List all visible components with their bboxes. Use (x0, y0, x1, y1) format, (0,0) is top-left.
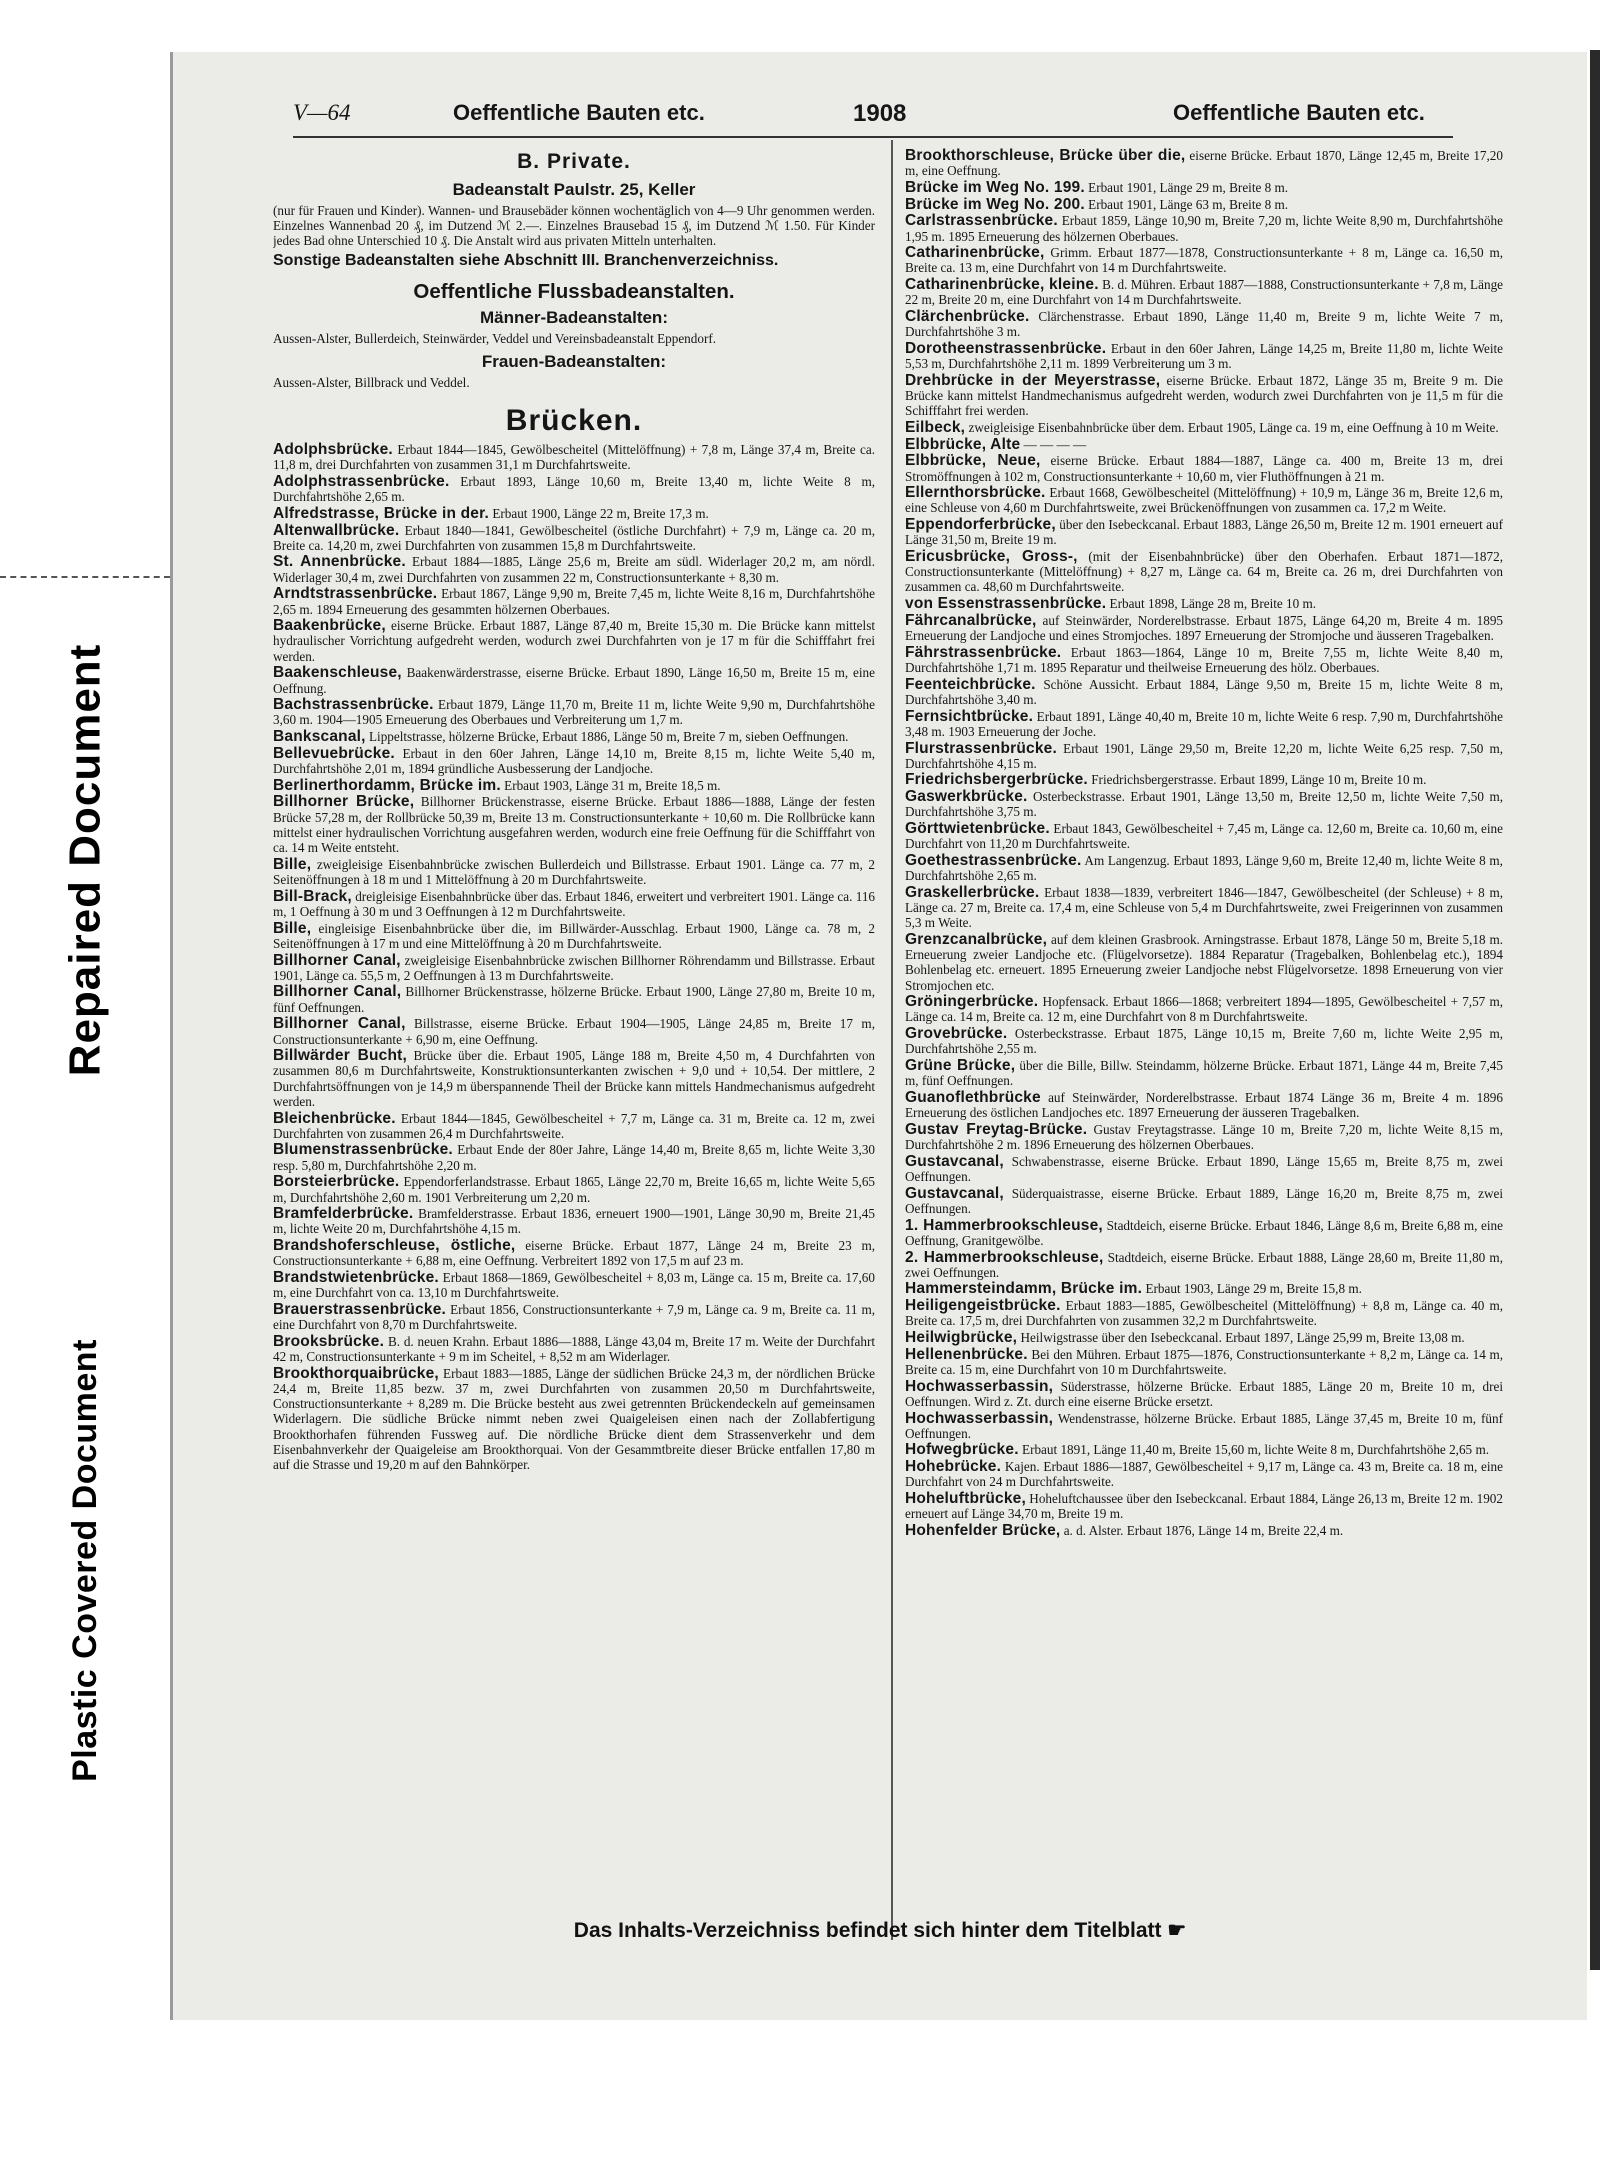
bridge-name: Borsteierbrücke. (273, 1173, 400, 1191)
bridge-name: Gaswerkbrücke. (905, 788, 1028, 806)
bridge-name: Gustav Freytag-Brücke. (905, 1120, 1088, 1138)
bridge-entry (905, 437, 1503, 452)
bridge-name: von Essenstrassenbrücke. (905, 595, 1107, 613)
bridge-name: 2. Hammerbrookschleuse, (905, 1248, 1104, 1266)
bridge-entry (273, 953, 875, 983)
bridge-description: Erbaut 1898, Länge 28 m, Breite 10 m. (1109, 596, 1317, 612)
bridge-description: Clärchenstrasse. Erbaut 1890, Länge 11,40 m, Breite 9 m, lichte Weite 7 m, Durchfahrtshöhe 3 m. (905, 309, 1503, 340)
bridge-name: Berlinerthordamm, Brücke im. (273, 776, 501, 794)
bridge-description: Erbaut in den 60er Jahren, Länge 14,25 m, Breite 11,80 m, lichte Weite 5,53 m, Durchfahrtshöhe 2,11 m. 1899 Verbreiterung um 3 m. (905, 340, 1503, 372)
bridge-description: Stadtdeich, eiserne Brücke. Erbaut 1846, Länge 8,6 m, Breite 6,88 m, eine Oeffnung, Granitgewölbe. (905, 1217, 1503, 1248)
bridge-name: Brauerstrassenbrücke. (273, 1300, 447, 1318)
bridge-name: Goethestrassenbrücke. (905, 851, 1082, 869)
bridge-name: Hofwegbrücke. (905, 1441, 1019, 1459)
bridge-description: dreigleisige Eisenbahnbrücke über das. Erbaut 1846, erweitert und verbreitert 1901. Länge ca. 116 m, 1 Oeffnung à 30 m und 3 Oeffnungen à 12 m Durchfahrtsweite. (273, 888, 875, 919)
bridge-name: Altenwallbrücke. (273, 521, 400, 539)
bridge-description: Erbaut 1893, Länge 10,60 m, Breite 13,40 m, lichte Weite 8 m, Durchfahrtshöhe 2,65 m. (273, 473, 875, 505)
bridge-description: Stadtdeich, eiserne Brücke. Erbaut 1888, Länge 28,60 m, Breite 11,80 m, zwei Oeffnungen. (905, 1249, 1503, 1280)
bridge-entry (273, 1270, 875, 1300)
bath-heading: Badeanstalt Paulstr. 25, Keller (452, 180, 696, 199)
bridge-entry (273, 921, 875, 951)
bridge-entry (905, 789, 1503, 819)
bridge-name: Adolphsbrücke. (273, 441, 393, 458)
bridge-entry (905, 1186, 1503, 1216)
bridge-description: Erbaut 1843, Gewölbescheitel + 7,45 m, Länge ca. 12,60 m, Breite ca. 10,60 m, eine Durchfahrt von 11,20 m Durchfahrtsweite. (905, 821, 1503, 852)
bridge-entry (273, 554, 875, 584)
right-column (905, 148, 1503, 1948)
bridge-description: Erbaut Ende der 80er Jahre, Länge 14,40 m, Breite 8,65 m, lichte Weite 3,30 resp. 5,80 m, Durchfahrtshöhe 2,20 m. (273, 1142, 875, 1173)
bridge-description: Erbaut 1883—1885, Gewölbescheitel (Mittelöffnung) + 8,8 m, Länge ca. 40 m, Breite ca. 17,5 m, drei Durchfahrten von zusammen 32,2 m Durchfahrtsweite. (905, 1298, 1503, 1329)
bridge-entry (905, 148, 1503, 178)
bridge-name: Drehbrücke in der Meyerstrasse, (905, 371, 1161, 389)
bridge-description: Grimm. Erbaut 1877—1878, Constructionsunterkante + 8 m, Länge ca. 16,50 m, Breite ca. 13 m, eine Durchfahrt von 14 m Durchfahrtsweite. (905, 245, 1503, 276)
bridge-description: — — — — (1023, 436, 1087, 452)
bridge-name: Bramfelderbrücke. (273, 1205, 414, 1223)
bridge-entry (905, 645, 1503, 675)
bridge-entry (905, 1154, 1503, 1184)
bridge-entry (905, 1026, 1503, 1056)
bridge-name: Brandstwietenbrücke. (273, 1269, 439, 1287)
bridge-entry (905, 1523, 1503, 1538)
bridge-description: (mit der Eisenbahnbrücke) über den Oberhafen. Erbaut 1871—1872, Constructionsunterkante (Mittelöffnung) + 8,27 m, Länge ca. 64 m, Breite ca. 26 m, drei Durchfahrten von zusammen ca. 48,60 m Durchfahrtsweite. (905, 549, 1503, 595)
bridge-entry (905, 277, 1503, 307)
bridge-name: Brücke im Weg No. 200. (905, 195, 1085, 213)
bridge-entry (905, 373, 1503, 419)
bridge-description: zweigleisige Eisenbahnbrücke zwischen Bullerdeich und Billstrasse. Erbaut 1901. Länge ca. 77 m, 2 Seitenöffnungen à 18 m und 1 Mittelöffnung à 20 m Durchfahrtsweite. (273, 856, 875, 887)
bridge-description: Lippeltstrasse, hölzerne Brücke, Erbaut 1886, Länge 50 m, Breite 7 m, sieben Oeffnungen. (368, 729, 849, 745)
bridge-entry (273, 506, 875, 521)
plastic-covered-document-label: Plastic Covered Document (65, 1338, 104, 1782)
bridge-description: Gustav Freytagstrasse. Länge 10 m, Breite 7,20 m, lichte Weite 8,15 m, Durchfahrtshöhe 2 m. 1896 Erneuerung des hölzernen Oberbaues. (905, 1121, 1503, 1153)
bridge-name: Brücke im Weg No. 199. (905, 178, 1085, 196)
bridge-name: Catharinenbrücke, kleine. (905, 276, 1099, 294)
bridge-name: Bachstrassenbrücke. (273, 696, 434, 714)
bridge-name: Gustavcanal, (905, 1184, 1004, 1202)
bridge-name: Hohenfelder Brücke, (905, 1521, 1061, 1539)
right-entry-list (905, 148, 1503, 1538)
bridge-name: Billhorner Brücke, (273, 793, 415, 811)
repaired-document-label: Repaired Document (60, 643, 110, 1077)
bridge-entry (905, 1330, 1503, 1345)
bridge-name: Brandshoferschleuse, östliche, (273, 1237, 516, 1255)
bridge-description: Erbaut 1668, Gewölbescheitel (Mittelöffnung) + 10,9 m, Länge 36 m, Breite 12,6 m, eine Schleuse von 4,60 m Durchfahrtsweite, zwei Brückenöffnungen von zusammen ca. 17,2 m Weite. (905, 485, 1503, 516)
bridge-description: Osterbeckstrasse. Erbaut 1875, Länge 10,15 m, Breite 7,60 m, lichte Weite 2,95 m, Durchfahrtshöhe 2,55 m. (905, 1026, 1503, 1057)
bridge-name: Hammersteindamm, Brücke im. (905, 1280, 1143, 1298)
bridge-entry (273, 1238, 875, 1268)
bridge-entry (905, 1442, 1503, 1457)
bridge-entry (905, 1218, 1503, 1248)
bridge-description: B. d. neuen Krahn. Erbaut 1886—1888, Länge 43,04 m, Breite 17 m. Weite der Durchfahrt 42 m, Constructionsunterkante + 9 m im Scheitel, + 8,52 m am Widerlager. (273, 1333, 875, 1365)
bridge-name: Bankscanal, (273, 728, 366, 746)
bridge-name: Dorotheenstrassenbrücke. (905, 339, 1107, 357)
bridge-entry (273, 1048, 875, 1109)
bridge-description: Billstrasse, eiserne Brücke. Erbaut 1904—1905, Länge 24,85 m, Breite 17 m, Constructionsunterkante + 6,90 m, eine Oeffnung. (273, 1016, 875, 1047)
men-heading: Männer-Badeanstalten: (480, 308, 668, 327)
bridge-description: Billhorner Brückenstrasse, hölzerne Brücke. Erbaut 1900, Länge 27,80 m, Breite 10 m, fünf Oeffnungen. (273, 984, 875, 1015)
bridge-entry (905, 853, 1503, 883)
bridge-description: Erbaut 1901, Länge 63 m, Breite 8 m. (1088, 196, 1289, 212)
bridge-description: eiserne Brücke. Erbaut 1884—1887, Länge ca. 400 m, Breite 13 m, drei Stromöffnungen à 102 m, Constructionsunterkante + 10,60 m, vier Fluthöffnungen à 21 m. (905, 453, 1503, 484)
bridge-name: Brooksbrücke. (273, 1332, 385, 1350)
left-column (273, 148, 875, 1948)
flux-heading: Oeffentliche Flussbadeanstalten. (413, 280, 735, 303)
bridge-entry (905, 1459, 1503, 1489)
bridge-description: Süderstrasse, hölzerne Brücke. Erbaut 1885, Länge 20 m, Breite 10 m, drei Oeffnungen. Wird z. Zt. durch eine eiserne Brücke ersetzt. (905, 1378, 1503, 1409)
bridge-name: Hoheluftbrücke, (905, 1490, 1026, 1508)
bridge-description: eiserne Brücke. Erbaut 1887, Länge 87,40 m, Breite 15,30 m. Die Brücke kann mittelst hydraulischer Vorrichtung aufgedreht werden, wodurch zwei Durchfahrten von je 17 m für die Schifffahrt frei werden. (273, 618, 875, 664)
bridge-entry (905, 341, 1503, 371)
bridge-entry (905, 772, 1503, 787)
running-head-year: 1908 (853, 100, 907, 127)
bridge-name: Brookthorschleuse, Brücke über die, (905, 148, 1186, 164)
bridge-description: Erbaut 1859, Länge 10,90 m, Breite 7,20 m, lichte Weite 8,90 m, Durchfahrtshöhe 1,95 m. 1895 Erneuerung des hölzernen Oberbaues. (905, 213, 1503, 244)
bridge-description: Eppendorferlandstrasse. Erbaut 1865, Länge 22,70 m, Breite 16,65 m, lichte Weite 5,65 m, Durchfahrtshöhe 2,60 m. 1901 Verbreiterung um 2,20 m. (273, 1174, 875, 1205)
bridge-description: zweigleisige Eisenbahnbrücke über dem. Erbaut 1905, Länge ca. 19 m, eine Oeffnung à 10 m Weite. (968, 419, 1499, 435)
bath-text: (nur für Frauen und Kinder). Wannen- und Brausebäder können wochentäglich von 4—9 Uhr genommen werden. Einzelnes Wannenbad 20 ₰, im Dutzend ℳ 2.—. Einzelnes Brausebad 15 ₰, im Dutzend ℳ 1.50. Für Kinder jedes Bad ohne Unterschied 10 ₰. Die Anstalt wird aus privaten Mitteln unterhalten. (273, 203, 875, 248)
column-rule (891, 140, 893, 1940)
bridge-name: Grenzcanalbrücke, (905, 930, 1048, 948)
bridge-description: Erbaut 1891, Länge 11,40 m, Breite 15,60 m, lichte Weite 8 m, Durchfahrtshöhe 2,65 m. (1022, 1442, 1490, 1458)
bridge-name: Billhorner Canal, (273, 983, 402, 1001)
bridge-entry (905, 932, 1503, 993)
bridge-name: Bleichenbrücke. (273, 1109, 396, 1127)
dashed-divider (0, 576, 170, 578)
bridge-entry (273, 618, 875, 664)
bridge-name: Fernsichtbrücke. (905, 707, 1034, 725)
bruecken-heading: Brücken. (505, 404, 643, 437)
bridge-name: Ellernthorsbrücke. (905, 484, 1046, 502)
bridge-name: Eppendorferbrücke, (905, 516, 1056, 534)
bridge-entry (273, 729, 875, 744)
bridge-entry (905, 213, 1503, 243)
bridge-entry (273, 857, 875, 887)
bridge-description: Erbaut 1901, Länge 29 m, Breite 8 m. (1088, 179, 1289, 195)
bridge-entry (905, 1491, 1503, 1521)
bridge-name: Grovebrücke. (905, 1025, 1008, 1043)
bridge-name: Fährcanalbrücke, (905, 611, 1037, 629)
bridge-description: Am Langenzug. Erbaut 1893, Länge 9,60 m, Breite 12,40 m, lichte Weite 8 m, Durchfahrtshöhe 2,65 m. (905, 852, 1503, 884)
bridge-name: Blumenstrassenbrücke. (273, 1141, 453, 1159)
bridge-description: Hoheluftchaussee über den Isebeckcanal. Erbaut 1884, Länge 26,13 m, Breite 12 m. 1902 erneuert auf Länge 34,70 m, Breite 19 m. (905, 1491, 1503, 1522)
bridge-entry (273, 1334, 875, 1364)
bridge-description: Baakenwärderstrasse, eiserne Brücke. Erbaut 1890, Länge 16,50 m, Breite 15 m, eine Oeffnung. (273, 665, 875, 696)
bridge-name: Carlstrassenbrücke. (905, 212, 1058, 230)
bridge-name: Billwärder Bucht, (273, 1047, 408, 1065)
bridge-entry (273, 1142, 875, 1172)
bridge-entry (905, 1281, 1503, 1296)
bridge-description: Kajen. Erbaut 1886—1887, Gewölbescheitel + 9,17 m, Länge ca. 43 m, Breite ca. 18 m, eine Durchfahrt von 24 m Durchfahrtsweite. (905, 1459, 1503, 1490)
bridge-description: eingleisige Eisenbahnbrücke über die, im Billwärder-Ausschlag. Erbaut 1900, Länge ca. 78 m, 2 Seitenöffnungen à 17 m und eine Mittelöffnung à 20 m Durchfahrtsweite. (273, 920, 875, 951)
bridge-description: über die Bille, Billw. Steindamm, hölzerne Brücke. Erbaut 1871, Länge 44 m, Breite 7,45 m, fünf Oeffnungen. (905, 1058, 1503, 1089)
bridge-name: Gröningerbrücke. (905, 993, 1039, 1011)
footer-note: Das Inhalts-Verzeichniss befindet sich hinter dem Titelblatt ☛ (573, 1919, 1187, 1942)
bridge-name: Bille, (273, 919, 312, 937)
bridge-entry (905, 517, 1503, 547)
bath-note: Sonstige Badeanstalten siehe Abschnitt III. Branchenverzeichniss. (273, 252, 779, 269)
bridge-description: Erbaut 1900, Länge 22 m, Breite 17,3 m. (492, 505, 709, 521)
bridge-description: B. d. Mühren. Erbaut 1887—1888, Constructionsunterkante + 7,8 m, Länge 22 m, Breite 20 m, eine Durchfahrt von 14 m Durchfahrtsweite. (905, 277, 1503, 308)
bridge-name: Gustavcanal, (905, 1152, 1004, 1170)
left-entry-list (273, 442, 875, 1472)
bridge-name: Alfredstrasse, Brücke in der. (273, 504, 490, 522)
bridge-description: eiserne Brücke. Erbaut 1872, Länge 35 m, Breite 9 m. Die Brücke kann mittelst Handmechanismus aufgedreht werden, wodurch zwei Durchfahrten von je 11,5 m für die Schifffahrt frei werden. (905, 372, 1503, 419)
bridge-entry (273, 746, 875, 776)
bridge-description: Erbaut 1901, Länge 29,50 m, Breite 12,20 m, lichte Weite 6,25 resp. 7,50 m, Durchfahrtshöhe 4,15 m. (905, 740, 1503, 771)
bridge-name: Flurstrassenbrücke. (905, 739, 1057, 757)
bridge-description: Erbaut 1838—1839, verbreitert 1846—1847, Gewölbescheitel (der Schleuse) + 8 m, Länge ca. 27 m, Breite ca. 17,4 m, eine Schleuse von 5,4 m Durchfahrtsweite, zwei Freigerinnen von zusammen 5,3 m Weite. (905, 884, 1503, 931)
bridge-name: Hochwasserbassin, (905, 1409, 1054, 1427)
bridge-name: Bill-Brack, (273, 887, 352, 905)
scan-right-edge (1590, 50, 1600, 1970)
bridge-description: zweigleisige Eisenbahnbrücke zwischen Billhorner Röhrendamm und Billstrasse. Erbaut 1901, Länge ca. 55,5 m, 2 Oeffnungen à 13 m Durchfahrtsweite. (273, 952, 875, 983)
bridge-entry (905, 1058, 1503, 1088)
bridge-name: Catharinenbrücke, (905, 244, 1045, 262)
bridge-name: Ericusbrücke, Gross-, (905, 548, 1078, 566)
bridge-entry (905, 1298, 1503, 1328)
bridge-description: Erbaut 1903, Länge 31 m, Breite 18,5 m. (504, 777, 721, 793)
bridge-description: eiserne Brücke. Erbaut 1870, Länge 12,45 m, Breite 17,20 m, eine Oeffnung. (905, 148, 1503, 179)
bridge-name: Graskellerbrücke. (905, 883, 1040, 901)
bridge-name: Elbbrücke, Alte (905, 435, 1021, 453)
bridge-entry (273, 1111, 875, 1141)
bridge-entry (273, 889, 875, 919)
bridge-name: Grüne Brücke, (905, 1057, 1016, 1075)
bridge-description: Wendenstrasse, hölzerne Brücke. Erbaut 1885, Länge 37,45 m, Breite 10 m, fünf Oeffnungen. (905, 1410, 1503, 1441)
women-text: Aussen-Alster, Billbrack und Veddel. (273, 375, 470, 390)
bridge-description: Süderquaistrasse, eiserne Brücke. Erbaut 1889, Länge 16,20 m, Breite 8,75 m, zwei Oeffnungen. (905, 1185, 1503, 1216)
bridge-name: 1. Hammerbrookschleuse, (905, 1216, 1103, 1234)
bridge-entry (905, 677, 1503, 707)
bridge-entry (905, 1250, 1503, 1280)
bridge-description: über den Isebeckcanal. Erbaut 1883, Länge 26,50 m, Breite 12 m. 1901 erneuert auf Länge 31,50 m, Breite 19 m. (905, 517, 1503, 548)
bridge-description: Erbaut 1868—1869, Gewölbescheitel + 8,03 m, Länge ca. 15 m, Breite ca. 17,60 m, eine Durchfahrt von ca. 13,10 m Durchfahrtsweite. (273, 1270, 875, 1301)
bridge-entry (905, 821, 1503, 851)
men-text: Aussen-Alster, Bullerdeich, Steinwärder, Veddel und Vereinsbadeanstalt Eppendorf. (273, 331, 717, 346)
bridge-entry (273, 1206, 875, 1236)
bridge-description: a. d. Alster. Erbaut 1876, Länge 14 m, Breite 22,4 m. (1063, 1522, 1344, 1538)
bridge-description: auf Steinwärder, Norderelbstrasse. Erbaut 1874 Länge 36 m, Breite 4 m. 1896 Erneuerung des östlichen Landjoches etc. 1897 Erneuerung der äusseren Tragebalken. (905, 1089, 1503, 1121)
bridge-name: Brookthorquaibrücke, (273, 1364, 439, 1382)
bridge-entry (273, 1302, 875, 1332)
bridge-name: St. Annenbrücke. (273, 553, 406, 571)
bridge-name: Hochwasserbassin, (905, 1377, 1054, 1395)
bridge-description: Bei den Mühren. Erbaut 1875—1876, Constructionsunterkante + 8,2 m, Länge ca. 14 m, Breite ca. 15 m, eine Durchfahrt von 10 m Durchfahrtsweite. (905, 1346, 1503, 1377)
bridge-description: auf Steinwärder, Norderelbstrasse. Erbaut 1875, Länge 64,20 m, Breite 4 m. 1895 Erneuerung der Landjoche und eines Stromjoches. 1897 Erneuerung der Stromjoche und äusseren Tragebalken. (905, 612, 1503, 644)
scanned-page (170, 52, 1587, 2020)
bridge-entry (273, 474, 875, 504)
bridge-description: Osterbeckstrasse. Erbaut 1901, Länge 13,50 m, Breite 12,50 m, lichte Weite 7,50 m, Durchfahrtshöhe 3,75 m. (905, 789, 1503, 820)
bridge-entry (905, 1379, 1503, 1409)
bridge-name: Hohebrücke. (905, 1458, 1002, 1476)
bridge-description: Erbaut 1883—1885, Länge der südlichen Brücke 24,3 m, der nördlichen Brücke 24,4 m, Breite 11,85 bezw. 37 m, zwei Durchfahrten von zusammen 20,50 m Durchfahrtsweite, Constructionsunterkante + 8,289 m. Die Brücke besteht aus zwei getrennten Brückendeckeln auf gemeinsamen Widerlagern. Die südliche Brücke nimmt neben zwei Quaigeleisen einen nach der Zollabfertigung Brookthorhafen führenden Fussweg auf. Die nördliche Brücke dient dem Strassenverkehr und dem Eisenbahnverkehr der Quaigeleise am Brookthorquai. Von der Gesammtbreite dieser Brücke entfallen 17,80 m auf die Strasse und 19,20 m auf den Bahnkörper. (273, 1365, 875, 1472)
bridge-entry (905, 994, 1503, 1024)
bridge-description: Schwabenstrasse, eiserne Brücke. Erbaut 1890, Länge 15,65 m, Breite 8,75 m, zwei Oeffnungen. (905, 1153, 1503, 1184)
page-number: V—64 (293, 100, 351, 125)
bridge-description: Erbaut 1840—1841, Gewölbescheitel (östliche Durchfahrt) + 7,9 m, Länge ca. 20 m, Breite ca. 14,20 m, zwei Durchfahrten von zusammen 15,8 m Durchfahrtsweite. (273, 522, 875, 553)
bridge-entry (905, 709, 1503, 739)
bridge-name: Bille, (273, 855, 312, 873)
bridge-entry (905, 197, 1503, 212)
bridge-name: Fährstrassenbrücke. (905, 643, 1062, 661)
bridge-entry (905, 485, 1503, 515)
bridge-entry (273, 697, 875, 727)
bridge-description: Billhorner Brückenstrasse, eiserne Brücke. Erbaut 1886—1888, Länge der festen Brücke 57,28 m, der Rollbrücke 50,39 m, Breite 13 m. Constructionsunterkante + 10,60 m. Die Rollbrücke kann mittelst einer hydraulischen Vorrichtung ausgefahren werden, wodurch eine freie Oeffnung für die Schifffahrt von ca. 14 m Weite entsteht. (273, 794, 875, 856)
bridge-name: Elbbrücke, Neue, (905, 452, 1041, 470)
bridge-description: Erbaut in den 60er Jahren, Länge 14,10 m, Breite 8,15 m, lichte Weite 5,40 m, Durchfahrtshöhe 2,01 m, 1894 gründliche Ausbesserung der Landjoche. (273, 745, 875, 777)
bridge-entry (905, 1411, 1503, 1441)
bridge-entry (273, 778, 875, 793)
bridge-description: Erbaut 1856, Constructionsunterkante + 7,9 m, Länge ca. 9 m, Breite ca. 11 m, eine Durchfahrt von 8,70 m Durchfahrtsweite. (273, 1301, 875, 1333)
bridge-description: Erbaut 1891, Länge 40,40 m, Breite 10 m, lichte Weite 6 resp. 7,90 m, Durchfahrtshöhe 3,48 m. 1903 Erneuerung der Joche. (905, 708, 1503, 739)
bridge-entry (273, 1366, 875, 1472)
bridge-name: Baakenschleuse, (273, 664, 402, 682)
bridge-name: Feenteichbrücke. (905, 675, 1036, 693)
bridge-description: Brücke über die. Erbaut 1905, Länge 188 m, Breite 4,50 m, 4 Durchfahrten von zusammen 80,6 m Durchfahrtsweite, Konstruktionsunterkanten zwischen + 9,0 und + 10,54. Der mittlere, 2 Durchfahrtsöffnungen von je 14,9 m überspannende Theil der Brücke kann mittels Handmechanismus aufgedreht werden. (273, 1048, 875, 1109)
bridge-entry (905, 613, 1503, 643)
bridge-name: Friedrichsbergerbrücke. (905, 771, 1088, 789)
bridge-entry (905, 1090, 1503, 1120)
bridge-name: Görttwietenbrücke. (905, 820, 1050, 838)
bridge-entry (905, 1347, 1503, 1377)
bridge-entry (905, 741, 1503, 771)
bridge-entry (905, 596, 1503, 611)
bridge-name: Bellevuebrücke. (273, 744, 395, 762)
bridge-name: Arndtstrassenbrücke. (273, 585, 438, 603)
bridge-description: Erbaut 1863—1864, Länge 10 m, Breite 7,55 m, lichte Weite 8,40 m, Durchfahrtshöhe 1,71 m. 1895 Reparatur und theilweise Erneuerung des hölz. Oberbaues. (905, 644, 1503, 675)
bridge-description: Erbaut 1879, Länge 11,70 m, Breite 11 m, lichte Weite 9,90 m, Durchfahrtshöhe 3,60 m. 1904—1905 Erneuerung des Oberbaues und Verbreiterung um 1,7 m. (273, 697, 875, 728)
bridge-entry (905, 549, 1503, 595)
running-head (293, 92, 1453, 138)
bridge-name: Heiligengeistbrücke. (905, 1297, 1061, 1315)
bridge-entry (273, 984, 875, 1014)
bridge-entry (905, 309, 1503, 339)
bridge-description: Bramfelderstrasse. Erbaut 1836, erneuert 1900—1901, Länge 30,90 m, Breite 21,45 m, lichte Weite 20 m, Durchfahrtshöhe 4,15 m. (273, 1206, 875, 1237)
bridge-entry (273, 1016, 875, 1046)
bridge-name: Billhorner Canal, (273, 1015, 406, 1033)
bridge-name: Eilbeck, (905, 418, 966, 436)
bridge-description: Erbaut 1844—1845, Gewölbescheitel + 7,7 m, Länge ca. 31 m, Breite ca. 12 m, zwei Durchfahrten von zusammen 26,4 m Durchfahrtsweite. (273, 1110, 875, 1141)
bridge-entry (905, 420, 1503, 435)
section-heading-private: B. Private. (517, 150, 631, 173)
bridge-description: eiserne Brücke. Erbaut 1877, Länge 24 m, Breite 23 m, Constructionsunterkante + 6,88 m, eine Oeffnung. Verbreitert 1892 von 17,5 m auf 23 m. (273, 1238, 875, 1269)
bridge-name: Guanoflethbrücke (905, 1088, 1041, 1106)
bridge-entry (273, 523, 875, 553)
bridge-description: Hopfensack. Erbaut 1866—1868; verbreitert 1894—1895, Gewölbescheitel + 7,57 m, Länge ca. 14 m, Breite ca. 12 m, eine Durchfahrt von 8 m Durchfahrtsweite. (905, 994, 1503, 1025)
bridge-description: Friedrichsbergerstrasse. Erbaut 1899, Länge 10 m, Breite 10 m. (1091, 772, 1427, 788)
bridge-entry (905, 245, 1503, 275)
bridge-entry (273, 1174, 875, 1204)
bridge-entry (273, 442, 875, 472)
bridge-name: Heilwigbrücke, (905, 1329, 1018, 1347)
bridge-description: Erbaut 1844—1845, Gewölbescheitel (Mittelöffnung) + 7,8 m, Länge 37,4 m, Breite ca. 11,8 m, drei Durchfahrten von zusammen 31,1 m Durchfahrtsweite. (273, 442, 875, 473)
bridge-entry (905, 453, 1503, 483)
bridge-description: Erbaut 1903, Länge 29 m, Breite 15,8 m. (1145, 1281, 1362, 1297)
bridge-description: Heilwigstrasse über den Isebeckcanal. Erbaut 1897, Länge 25,99 m, Breite 13,08 m. (1020, 1330, 1465, 1346)
bridge-name: Hellenenbrücke. (905, 1345, 1028, 1363)
bridge-description: Erbaut 1867, Länge 9,90 m, Breite 7,45 m, lichte Weite 8,16 m, Durchfahrtshöhe 2,65 m. 1894 Erneuerung des gesammten hölzernen Oberbaues. (273, 586, 875, 617)
bridge-entry (905, 1122, 1503, 1152)
women-heading: Frauen-Badeanstalten: (481, 352, 667, 371)
bridge-entry (273, 586, 875, 616)
bridge-name: Clärchenbrücke. (905, 308, 1030, 326)
bridge-entry (905, 885, 1503, 931)
bridge-entry (905, 180, 1503, 195)
bridge-name: Adolphstrassenbrücke. (273, 472, 450, 490)
side-label-strip (0, 600, 170, 1960)
running-head-right: Oeffentliche Bauten etc. (1173, 100, 1425, 125)
bridge-entry (273, 794, 875, 855)
bridge-name: Baakenbrücke, (273, 617, 386, 635)
bridge-description: auf dem kleinen Grasbrook. Arningstrasse. Erbaut 1878, Länge 50 m, Breite 5,18 m. Erneuerung zweier Landjoche etc. (Flügelvorsetze). 1884 Reparatur (Tragebalken, Bohlenbelag etc.), 1894 Bohlenbelag etc. erneuert. 1895 Erneuerung zweier Landjoche nebst Flügelvorsetze. 1898 Erneuerung von vier Stromjochen etc. (905, 931, 1503, 993)
running-head-left: Oeffentliche Bauten etc. (453, 100, 705, 125)
bridge-description: Erbaut 1884—1885, Länge 25,6 m, Breite am südl. Widerlager 20,2 m, am nördl. Widerlager 30,4 m, zwei Durchfahrten von zusammen 22 m, Constructionsunterkante + 8,30 m. (273, 554, 875, 585)
bridge-description: Schöne Aussicht. Erbaut 1884, Länge 9,50 m, Breite 15 m, lichte Weite 8 m, Durchfahrtshöhe 3,40 m. (905, 676, 1503, 707)
bridge-name: Billhorner Canal, (273, 951, 401, 969)
bridge-entry (273, 665, 875, 695)
